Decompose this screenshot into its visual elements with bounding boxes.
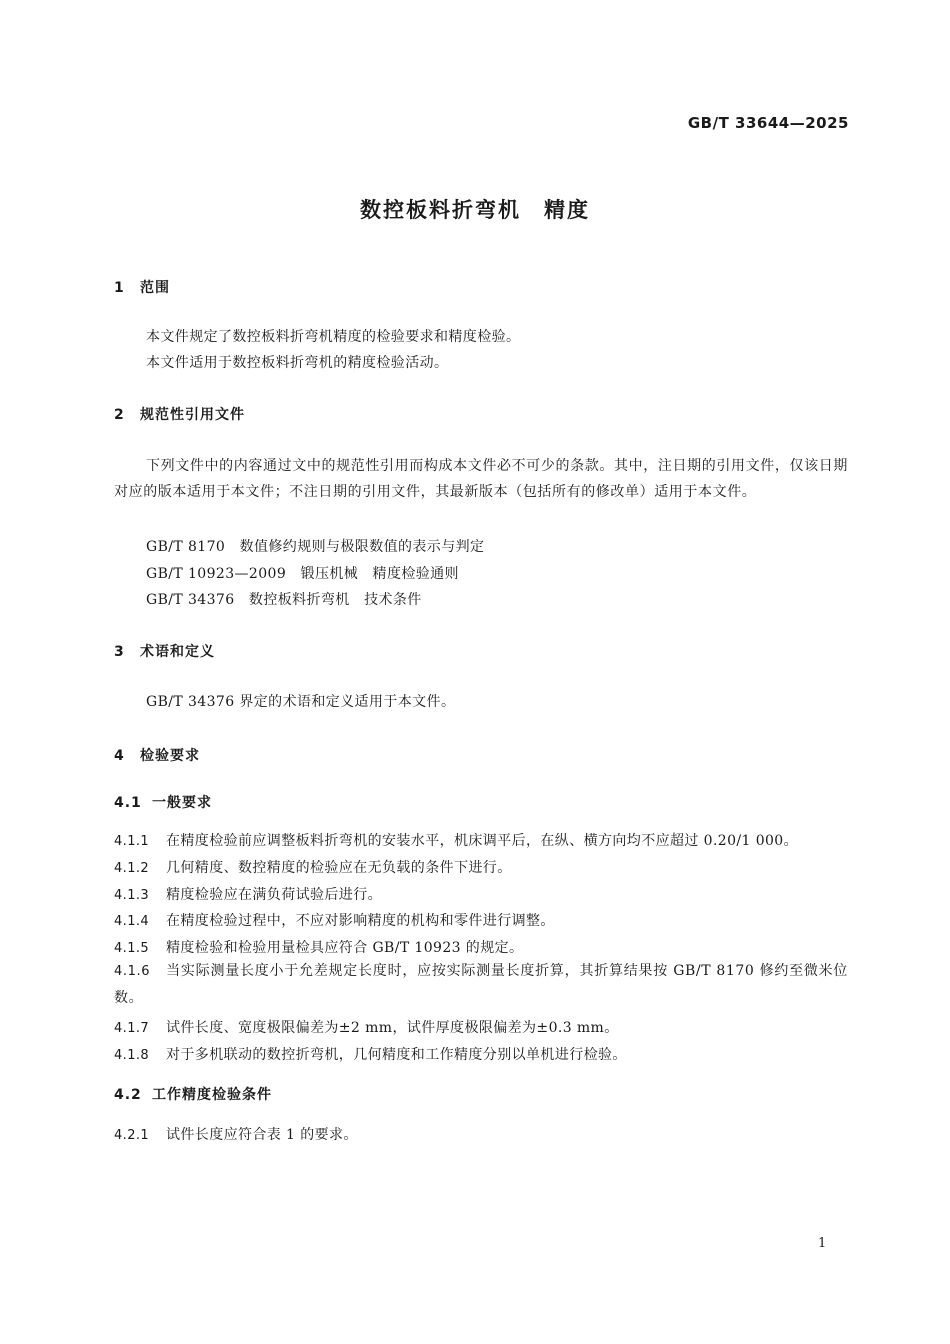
clause-number: 4.1.8 (114, 1048, 150, 1063)
clause-text: 对于多机联动的数控折弯机，几何精度和工作精度分别以单机进行检验。 (166, 1047, 627, 1063)
clause-4-1-3 (114, 884, 382, 904)
section-1-heading (114, 277, 170, 297)
page-number: 1 (818, 1236, 827, 1251)
clause-4-1-2 (114, 857, 512, 877)
section-title: 范围 (140, 280, 170, 296)
clause-number: 4.1.2 (114, 861, 150, 876)
clause-4-1-1 (114, 830, 798, 850)
paragraph: GB/T 34376 界定的术语和定义适用于本文件。 (146, 694, 456, 710)
clause-text: 当实际测量长度小于允差规定长度时，应按实际测量长度折算，其折算结果按 GB/T 8170 修约至微米位数。 (114, 963, 848, 1006)
clause-number: 4.1.1 (114, 834, 150, 849)
clause-text: 精度检验和检验用量检具应符合 GB/T 10923 的规定。 (166, 940, 524, 956)
section-number: 1 (114, 280, 125, 296)
subsection-title: 一般要求 (152, 795, 212, 811)
reference-item: GB/T 34376 数控板料折弯机 技术条件 (146, 592, 422, 608)
clause-number: 4.2.1 (114, 1128, 150, 1143)
section-number: 3 (114, 644, 125, 660)
section-3-heading (114, 641, 215, 661)
paragraph: 本文件规定了数控板料折弯机精度的检验要求和精度检验。 (146, 329, 521, 345)
clause-4-2-1 (114, 1124, 358, 1144)
standard-code: GB/T 33644—2025 (687, 114, 849, 132)
subsection-title: 工作精度检验条件 (152, 1087, 272, 1103)
subsection-number: 4.1 (114, 795, 142, 811)
paragraph: 下列文件中的内容通过文中的规范性引用而构成本文件必不可少的条款。其中，注日期的引用文件，仅该日期对应的版本适用于本文件；不注日期的引用文件，其最新版本（包括所有的修改单）适用于本文件。 (114, 458, 848, 500)
clause-text: 在精度检验前应调整板料折弯机的安装水平，机床调平后，在纵、横方向均不应超过 0.20/1 000。 (166, 833, 799, 849)
reference-item: GB/T 8170 数值修约规则与极限数值的表示与判定 (146, 539, 485, 555)
section-number: 4 (114, 748, 125, 764)
subsection-4-1-heading (114, 792, 212, 812)
clause-text: 几何精度、数控精度的检验应在无负载的条件下进行。 (166, 860, 512, 876)
document-title: 数控板料折弯机 精度 (360, 198, 590, 222)
section-title: 术语和定义 (140, 644, 215, 660)
clause-4-1-4 (114, 910, 555, 930)
section-4-heading (114, 745, 200, 765)
reference-item: GB/T 10923—2009 锻压机械 精度检验通则 (146, 566, 459, 582)
clause-text: 试件长度、宽度极限偏差为±2 mm，试件厚度极限偏差为±0.3 mm。 (166, 1020, 619, 1036)
section-2-heading (114, 404, 245, 424)
clause-number: 4.1.4 (114, 914, 150, 929)
clause-number: 4.1.5 (114, 941, 150, 956)
section-title: 规范性引用文件 (140, 407, 245, 423)
section-title: 检验要求 (140, 748, 200, 764)
clause-text: 试件长度应符合表 1 的要求。 (166, 1127, 358, 1143)
clause-number: 4.1.3 (114, 888, 150, 903)
subsection-4-2-heading (114, 1084, 272, 1104)
subsection-number: 4.2 (114, 1087, 142, 1103)
clause-4-1-5 (114, 937, 523, 957)
clause-text: 在精度检验过程中，不应对影响精度的机构和零件进行调整。 (166, 913, 555, 929)
clause-4-1-8 (114, 1044, 627, 1064)
section-number: 2 (114, 407, 125, 423)
clause-4-1-6 (114, 958, 848, 1011)
clause-text: 精度检验应在满负荷试验后进行。 (166, 887, 382, 903)
clause-4-1-7 (114, 1017, 619, 1037)
clause-number: 4.1.6 (114, 964, 151, 979)
clause-number: 4.1.7 (114, 1021, 150, 1036)
paragraph: 本文件适用于数控板料折弯机的精度检验活动。 (146, 355, 449, 371)
